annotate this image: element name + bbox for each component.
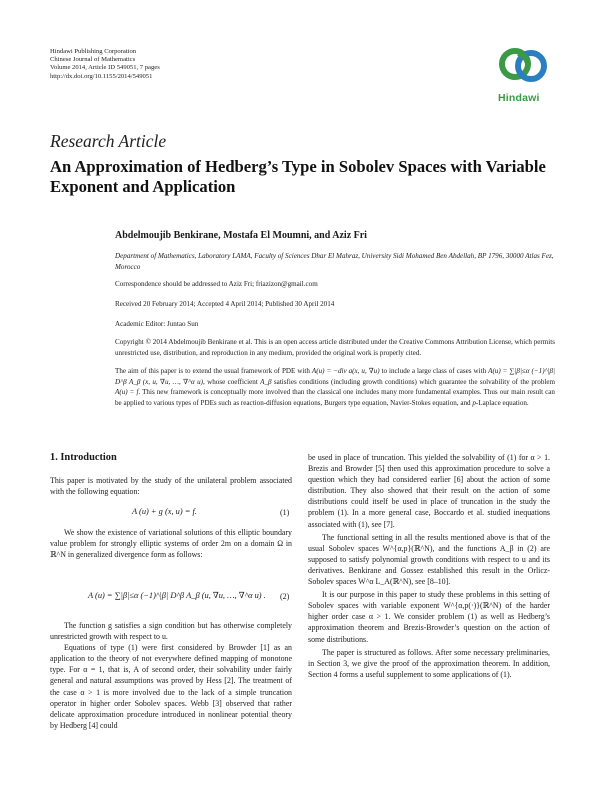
hindawi-rings-icon bbox=[494, 42, 554, 90]
publisher: Hindawi Publishing Corporation bbox=[50, 48, 137, 55]
equation-2: A (u) = ∑|β|≤α (−1)^|β| D^β A_β (u, ∇u, …, ∇^α u) . bbox=[88, 591, 266, 600]
paragraph: be used in place of truncation. This yielded the solvability of (1) for α > 1. Brezis and Browder [5] then used this approximation procedure to solve a question which they had considered earlier [6] about the action of some distribution. They also showed that their result on the action of some distributions could itself be used in place of truncation in the study the problem (1). In a more general case, Boccardo et al. studied inequations associated with (1), see [7]. bbox=[308, 453, 550, 529]
abstract-math: p bbox=[472, 398, 476, 407]
abstract bbox=[115, 366, 555, 408]
left-column bbox=[50, 527, 292, 560]
hindawi-logo[interactable] bbox=[494, 42, 554, 106]
paper-title: An Approximation of Hedberg’s Type in Sobolev Spaces with Variable Exponent and Application bbox=[50, 157, 546, 196]
logo-wordmark: Hindawi bbox=[498, 92, 540, 104]
journal-name: Chinese Journal of Mathematics bbox=[50, 56, 136, 64]
abstract-text: to include a large class of cases with bbox=[379, 367, 489, 375]
abstract-text: The aim of this paper is to extend the usual framework of PDE with bbox=[115, 367, 312, 375]
article-type: Research Article bbox=[50, 131, 167, 151]
left-column bbox=[50, 620, 292, 731]
dates: Received 20 February 2014; Accepted 4 April 2014; Published 30 April 2014 bbox=[115, 300, 335, 308]
academic-editor: Academic Editor: Juntao Sun bbox=[115, 320, 199, 328]
paragraph: The function g satisfies a sign condition but has otherwise completely unrestricted growth with respect to u. bbox=[50, 621, 292, 642]
section-heading: 1. Introduction bbox=[50, 452, 117, 463]
journal-header bbox=[50, 48, 160, 81]
paragraph: Equations of type (1) were first considered by Browder [1] as an application to the theory of not everywhere defined mapping of monotone type. For α = 1, that is, A of second order, their solvability under fairly general and natural assumptions was proved by Hess [2]. The treatment of the case α > 1 is more involved due to the lack of a simple truncation operator in higher order Sobolev spaces. Webb [3] observed that rather delicate approximation procedure introduced in nonlinear potential theory by Hedberg [4] could bbox=[50, 643, 292, 730]
doi-link[interactable]: http://dx.doi.org/10.1155/2014/549051 bbox=[50, 72, 153, 80]
equation-1: A (u) + g (x, u) = f. bbox=[132, 507, 197, 516]
affiliation: Department of Mathematics, Laboratory LAMA, Faculty of Sciences Dhar El Mahraz, University Sidi Mohamed Ben Abdellah, BP 1796, 30000 Atlas Fez, Morocco bbox=[115, 252, 554, 271]
abstract-math: A_β bbox=[260, 377, 272, 386]
abstract-math: A(u) = −div a(x, u, ∇u) bbox=[311, 367, 380, 375]
paragraph: The paper is structured as follows. After some necessary preliminaries, in Section 3, we give the proof of the approximation theorem. In addition, Section 4 forms a useful supplement to some applications of (1). bbox=[308, 647, 550, 679]
correspondence: Correspondence should be addressed to Aziz Fri; friazizon@gmail.com bbox=[115, 280, 318, 288]
volume-info: Volume 2014, Article ID 549051, 7 pages bbox=[50, 64, 160, 72]
abstract-text: , whose coefficient bbox=[203, 377, 261, 386]
paragraph: The functional setting in all the results mentioned above is that of the usual Sobolev spaces W^{α,p}(ℝ^N), and the functions A_β in (2) are supposed to satisfy polynomial growth conditions with respect to u and its derivatives. Benkirane and Gossez established this result in the Orlicz-Sobolev spaces W^α L_A(ℝ^N), see [8–10]. bbox=[308, 532, 550, 587]
copyright: Copyright © 2014 Abdelmoujib Benkirane et al. This is an open access article distributed under the Creative Commons Attribution License, which permits unrestricted use, distribution, and reproduction in any medium, provided the original work is properly cited. bbox=[115, 338, 555, 357]
authors: Abdelmoujib Benkirane, Mostafa El Moumni, and Aziz Fri bbox=[115, 230, 367, 241]
abstract-text: satisfies conditions (including growth conditions) which guarantee the solvability of the problem bbox=[271, 377, 556, 386]
paragraph: We show the existence of variational solutions of this elliptic boundary value problem for strongly elliptic systems of order 2m on a domain Ω in ℝ^N in generalized divergence form as follows: bbox=[50, 528, 292, 560]
abstract-math: A(u) = f bbox=[115, 388, 139, 396]
equation-1-number: (1) bbox=[280, 508, 290, 517]
paragraph: This paper is motivated by the study of the unilateral problem associated with the following equation: bbox=[50, 476, 292, 497]
equation-2-number: (2) bbox=[280, 592, 290, 601]
abstract-text: -Laplace equation. bbox=[475, 398, 529, 407]
abstract-text: . This new framework is conceptually more involved than the classical one includes many more fundamental examples. Thus our main result can be applied to various types of PDEs such as reaction-diffusion equations, Burgers type equation, Navier-Stokes equation, and bbox=[115, 388, 555, 407]
right-column bbox=[308, 452, 550, 680]
paragraph: It is our purpose in this paper to study these problems in this setting of Sobolev spaces with variable exponent W^{α,p(·)}(ℝ^N) of the harder higher order case α > 1. We consider problem (1) as well as Hedberg’s approximation theorem and Brezis-Browder’s question on the action of some distributions. bbox=[308, 590, 550, 644]
abstract-math: A(u) = ∑|β|≤α (−1)^|β| D^β A_β (x, u, ∇u, …, ∇^α u) bbox=[115, 367, 555, 386]
left-column bbox=[50, 475, 292, 497]
